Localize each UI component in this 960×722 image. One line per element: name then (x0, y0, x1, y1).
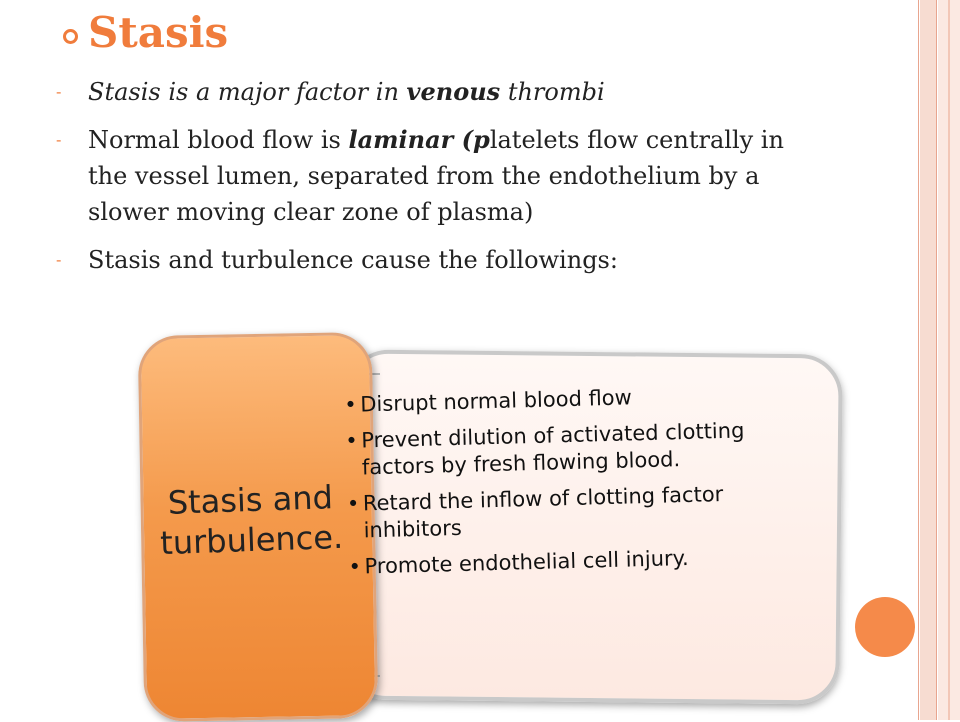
effect-item (343, 478, 824, 545)
effect-text: Prevent dilution of activated clotting factors by fresh flowing blood. (360, 418, 745, 480)
bullet-marker: - (56, 130, 62, 149)
decorative-circle (855, 597, 915, 657)
cause-label: Stasis and turbulence. (159, 478, 344, 563)
effects-list (340, 379, 825, 589)
right-border-band (920, 0, 936, 720)
bullet-text: Stasis and turbulence cause the followings: (88, 246, 618, 274)
bullet-item (56, 122, 816, 230)
bullet-text: Normal blood flow is (88, 126, 349, 154)
bullet-marker: - (56, 82, 62, 101)
effect-item (341, 415, 822, 482)
bullet-dot-icon: • (348, 554, 362, 579)
effect-text: Disrupt normal blood flow (360, 385, 633, 417)
bullet-text: thrombi (500, 78, 605, 106)
bullet-emphasis: laminar (p (348, 125, 490, 154)
effect-item (344, 541, 825, 581)
bullet-item (56, 74, 816, 110)
effect-text: Promote endothelial cell injury. (364, 545, 689, 579)
title-ring-icon (63, 29, 78, 44)
right-border-line (918, 0, 919, 720)
slide-title: Stasis (88, 8, 229, 57)
bullet-dot-icon: • (346, 491, 360, 516)
bullet-text: latelets flow centrally in the vessel lumen, separated from the endothelium by a slower moving clear zone of plasma) (88, 126, 784, 226)
right-border-line (936, 0, 937, 720)
effect-text: Retard the inflow of clotting factor inhibitors (362, 482, 724, 543)
bullet-item (56, 242, 816, 278)
bullet-emphasis: venous (406, 77, 501, 106)
bullet-marker: - (56, 250, 62, 269)
bullet-dot-icon: • (344, 392, 358, 417)
bullet-list (56, 74, 816, 290)
right-border-stripe (948, 0, 950, 720)
bullet-text: Stasis is a major factor in (88, 78, 407, 106)
bullet-dot-icon: • (344, 428, 358, 453)
